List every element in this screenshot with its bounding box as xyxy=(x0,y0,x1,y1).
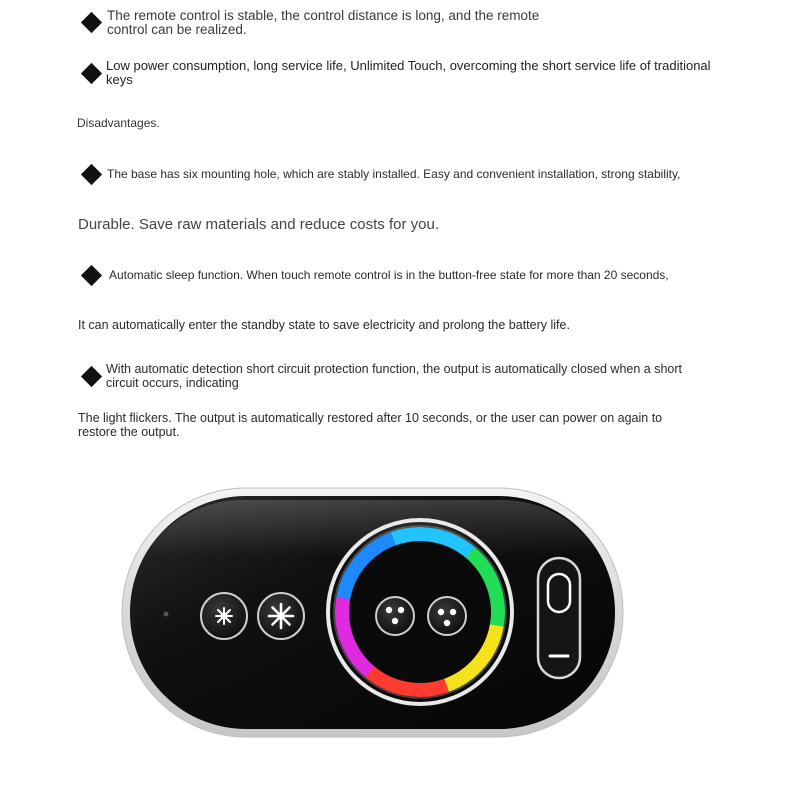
point-text-3: Automatic sleep function. When touch remote control is in the button-free state for more than 20 seconds, xyxy=(109,268,669,282)
point-text-5: With automatic detection short circuit protection function, the output is automatically closed when a short circuit occurs, indicating xyxy=(106,362,682,390)
mode-icon xyxy=(376,597,414,635)
bullet-diamond-icon xyxy=(81,265,102,286)
point-text-6: The light flickers. The output is automatically restored after 10 seconds, or the user can power on again to restore the output. xyxy=(78,411,663,439)
brightness-up-icon xyxy=(258,593,304,639)
brightness-down-icon xyxy=(201,593,247,639)
indicator-led xyxy=(164,612,169,617)
point-text-1: The base has six mounting hole, which are stably installed. Easy and convenient installation, strong stability, xyxy=(107,167,681,181)
power-switch-icon xyxy=(538,558,580,678)
point-text-2: Durable. Save raw materials and reduce costs for you. xyxy=(78,216,440,233)
bullet-diamond-icon xyxy=(81,366,102,387)
touch-remote-control-image xyxy=(120,486,625,739)
speed-icon xyxy=(428,597,466,635)
bullet-diamond-icon xyxy=(81,12,102,33)
feature-text-2: Low power consumption, long service life, Unlimited Touch, overcoming the short service life of traditional keys xyxy=(106,58,711,87)
feature-text-1: The remote control is stable, the control distance is long, and the remote control can be realized. xyxy=(107,8,540,37)
bullet-diamond-icon xyxy=(81,63,102,84)
bullet-diamond-icon xyxy=(81,164,102,185)
disadvantages-label: Disadvantages. xyxy=(77,116,160,130)
point-text-4: It can automatically enter the standby state to save electricity and prolong the battery life. xyxy=(78,318,570,332)
